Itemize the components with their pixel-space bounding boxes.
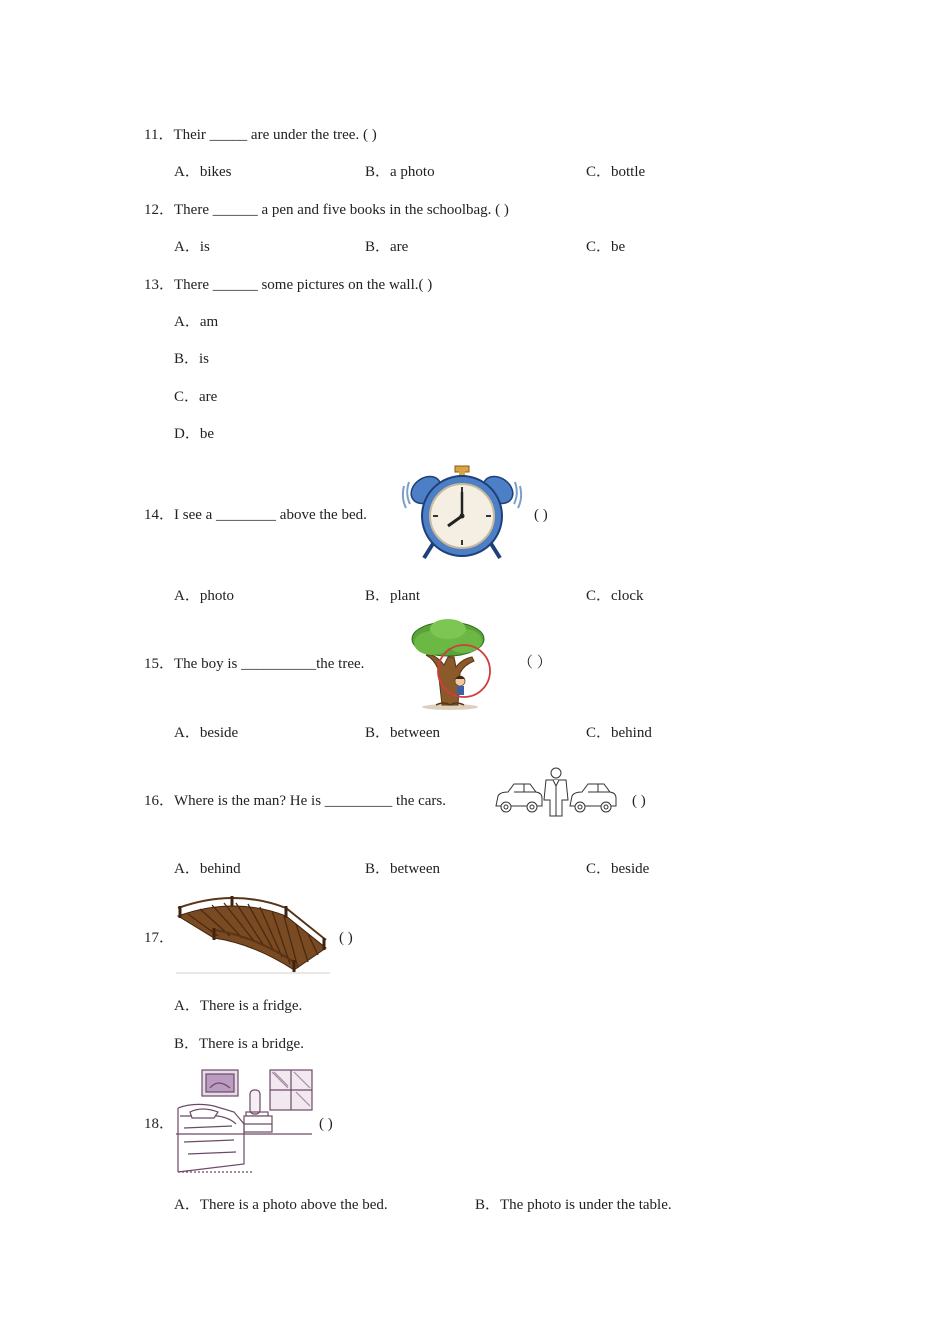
- q16-option-a[interactable]: A．behind: [174, 861, 241, 877]
- q12-option-b[interactable]: B．are: [365, 239, 409, 255]
- question-11-stem: 11．Their _____ are under the tree. ( ): [144, 127, 377, 143]
- q14-option-c[interactable]: C．clock: [586, 588, 644, 604]
- q16-option-c[interactable]: C．beside: [586, 861, 650, 877]
- bedroom-image: [174, 1068, 314, 1176]
- q16-answer-parentheses: ( ): [632, 793, 646, 809]
- q16-option-b[interactable]: B．between: [365, 861, 440, 877]
- q11-option-b[interactable]: B．a photo: [365, 164, 435, 180]
- q12-option-a[interactable]: A．is: [174, 239, 210, 255]
- q15-option-a[interactable]: A．beside: [174, 725, 239, 741]
- question-12-stem: 12．There ______ a pen and five books in the schoolbag. ( ): [144, 202, 509, 218]
- q18-option-a[interactable]: A．There is a photo above the bed.: [174, 1197, 388, 1213]
- q13-option-b[interactable]: B．is: [174, 351, 210, 367]
- question-18-number: 18．: [144, 1116, 175, 1132]
- tree-with-boy-image: [402, 617, 498, 711]
- question-15-stem: 15．The boy is __________the tree.: [144, 656, 365, 672]
- q11-option-c[interactable]: C．bottle: [586, 164, 646, 180]
- man-between-cars-image: [494, 766, 618, 818]
- q15-option-c[interactable]: C．behind: [586, 725, 652, 741]
- q15-answer-parentheses: （ ）: [518, 655, 552, 671]
- q13-option-c[interactable]: C．are: [174, 389, 218, 405]
- q18-answer-parentheses: ( ): [319, 1116, 333, 1132]
- q15-option-b[interactable]: B．between: [365, 725, 440, 741]
- q13-option-d[interactable]: D．be: [174, 426, 214, 442]
- wooden-bridge-image: [174, 894, 332, 976]
- question-13-stem: 13．There ______ some pictures on the wall.( ): [144, 277, 433, 293]
- q13-option-a[interactable]: A．am: [174, 314, 219, 330]
- q17-answer-parentheses: ( ): [339, 930, 353, 946]
- question-14-stem: 14．I see a ________ above the bed.: [144, 507, 367, 523]
- q14-option-a[interactable]: A．photo: [174, 588, 235, 604]
- q17-option-b[interactable]: B．There is a bridge.: [174, 1036, 304, 1052]
- q12-option-c[interactable]: C．be: [586, 239, 626, 255]
- question-16-stem: 16．Where is the man? He is _________ the cars.: [144, 793, 446, 809]
- q17-option-a[interactable]: A．There is a fridge.: [174, 998, 303, 1014]
- alarm-clock-image: [398, 460, 526, 564]
- q14-option-b[interactable]: B．plant: [365, 588, 420, 604]
- q14-answer-parentheses: ( ): [534, 507, 548, 523]
- q11-option-a[interactable]: A．bikes: [174, 164, 232, 180]
- question-17-number: 17．: [144, 930, 175, 946]
- q18-option-b[interactable]: B．The photo is under the table.: [475, 1197, 672, 1213]
